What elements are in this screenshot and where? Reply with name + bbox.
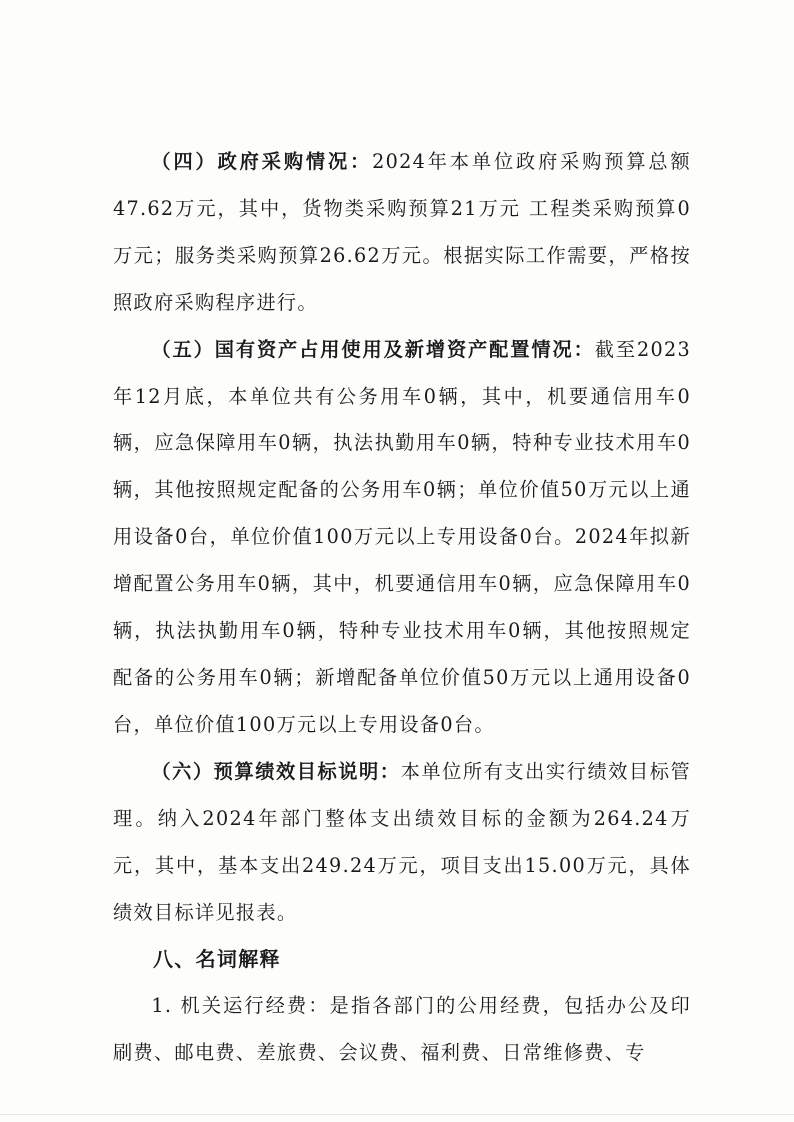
- glossary-item-operating-expenses: 1. 机关运行经费：是指各部门的公用经费，包括办公及印刷费、邮电费、差旅费、会议费、福利费、日常维修费、专: [113, 994, 691, 1065]
- section-text-assets: 截至2023年12月底，本单位共有公务用车0辆，其中，机要通信用车0辆，应急保障用车0辆，执法执勤用车0辆，特种专业技术用车0辆，其他按照规定配备的公务用车0辆；单位价值50万元以上通用设备0台，单位价值100万元以上专用设备0台。2024年拟新增配置公务用车0辆，其中，机要通信用车0辆，应急保障用车0辆，执法执勤用车0辆，特种专业技术用车0辆，其他按照规定配备的公务用车0辆；新增配备单位价值50万元以上通用设备0台，单位价值100万元以上专用设备0台。: [113, 337, 691, 736]
- paragraph-performance-goals: [113, 749, 691, 937]
- scan-edge-divider: [0, 1114, 794, 1115]
- section-text-performance: 本单位所有支出实行绩效目标管理。纳入2024年部门整体支出绩效目标的金额为264.24万元，其中，基本支出249.24万元，项目支出15.00万元，具体绩效目标详见报表。: [113, 759, 691, 924]
- document-body: [113, 139, 691, 1077]
- heading-glossary: 八、名词解释: [153, 947, 281, 972]
- paragraph-state-assets: [113, 327, 691, 749]
- section-text-procurement: 2024年本单位政府采购预算总额47.62万元，其中，货物类采购预算21万元 工程类采购预算0万元；服务类采购预算26.62万元。根据实际工作需要，严格按照政府采购程序进行。: [113, 150, 691, 314]
- section-label-assets: （五）国有资产占用使用及新增资产配置情况：: [151, 337, 595, 361]
- section-label-performance: （六）预算绩效目标说明：: [151, 759, 401, 783]
- section-label-procurement: （四）政府采购情况：: [151, 150, 373, 173]
- paragraph-government-procurement: [113, 139, 691, 327]
